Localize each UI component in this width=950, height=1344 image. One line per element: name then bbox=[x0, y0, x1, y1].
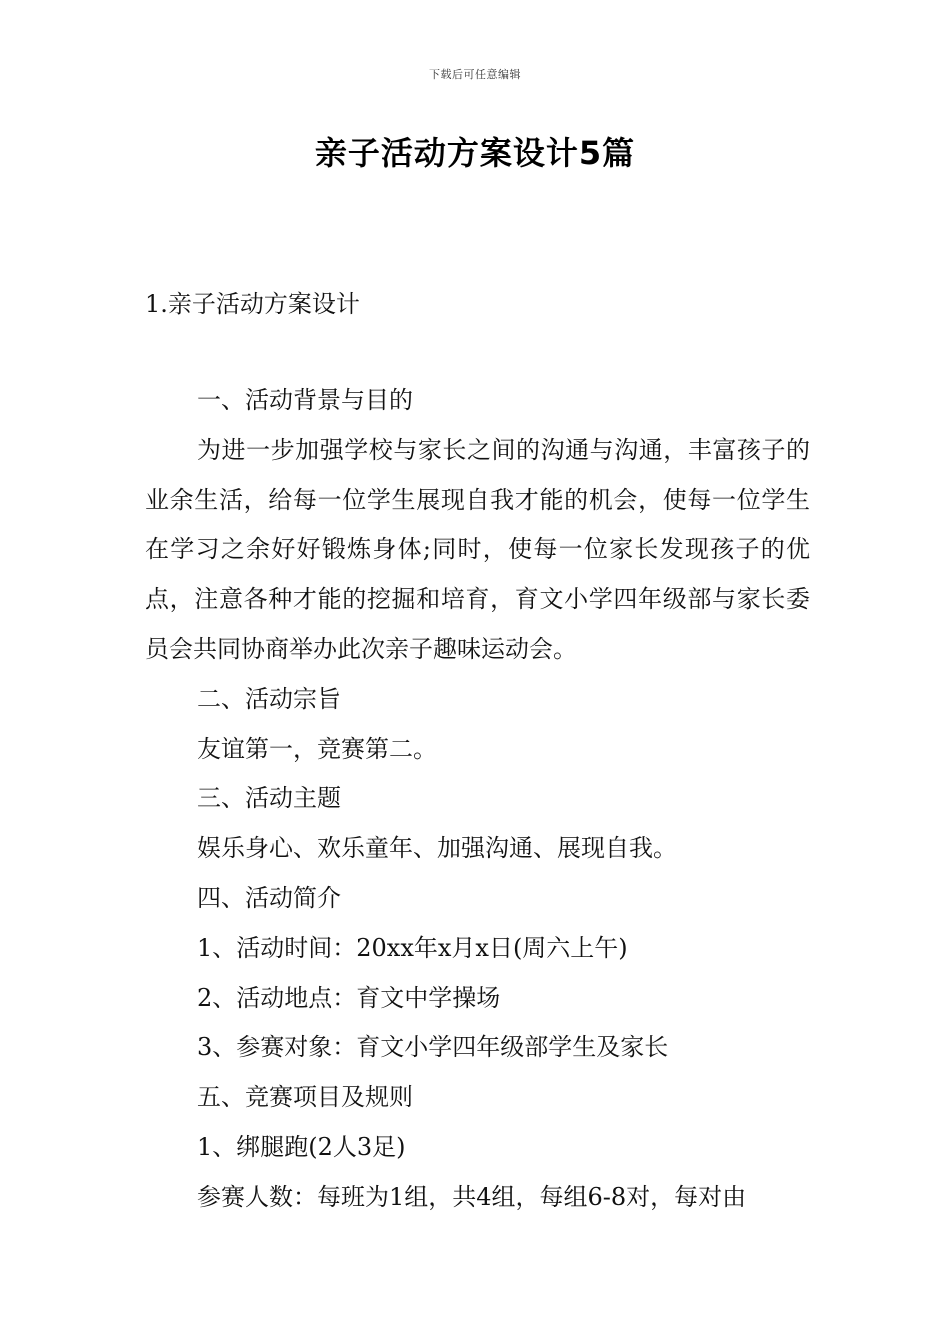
heading-background-purpose: 一、活动背景与目的 bbox=[197, 386, 413, 414]
paragraph-theme: 娱乐身心、欢乐童年、加强沟通、展现自我。 bbox=[197, 834, 677, 863]
paragraph-background: 为进一步加强学校与家长之间的沟通与沟通，丰富孩子的业余生活，给每一位学生展现自我才能的机会，使每一位学生在学习之余好好锻炼身体;同时，使每一位家长发现孩子的优点，注意各种才能的挖掘和培育，育文小学四年级部与家长委员会共同协商举办此次亲子趣味运动会。 bbox=[145, 435, 810, 663]
heading-overview: 四、活动简介 bbox=[197, 883, 341, 912]
heading-events-rules: 五、竞赛项目及规则 bbox=[197, 1083, 413, 1112]
section-heading: 1.亲子活动方案设计 bbox=[145, 290, 360, 318]
item-three-legged-race: 1、绑腿跑(2人3足) bbox=[197, 1132, 406, 1161]
document-body bbox=[145, 376, 810, 1223]
paragraph-participant-count: 参赛人数：每班为1组，共4组，每组6-8对，每对由 bbox=[197, 1182, 747, 1211]
heading-theme: 三、活动主题 bbox=[197, 784, 341, 813]
document-title: 亲子活动方案设计5篇 bbox=[314, 134, 636, 172]
header-note: 下载后可任意编辑 bbox=[429, 68, 521, 81]
heading-purpose: 二、活动宗旨 bbox=[197, 684, 341, 713]
item-participants: 3、参赛对象：育文小学四年级部学生及家长 bbox=[197, 1033, 669, 1062]
item-activity-location: 2、活动地点：育文中学操场 bbox=[197, 983, 501, 1012]
item-activity-time: 1、活动时间：20xx年x月x日(周六上午) bbox=[197, 933, 628, 962]
paragraph-purpose: 友谊第一，竞赛第二。 bbox=[197, 734, 437, 763]
